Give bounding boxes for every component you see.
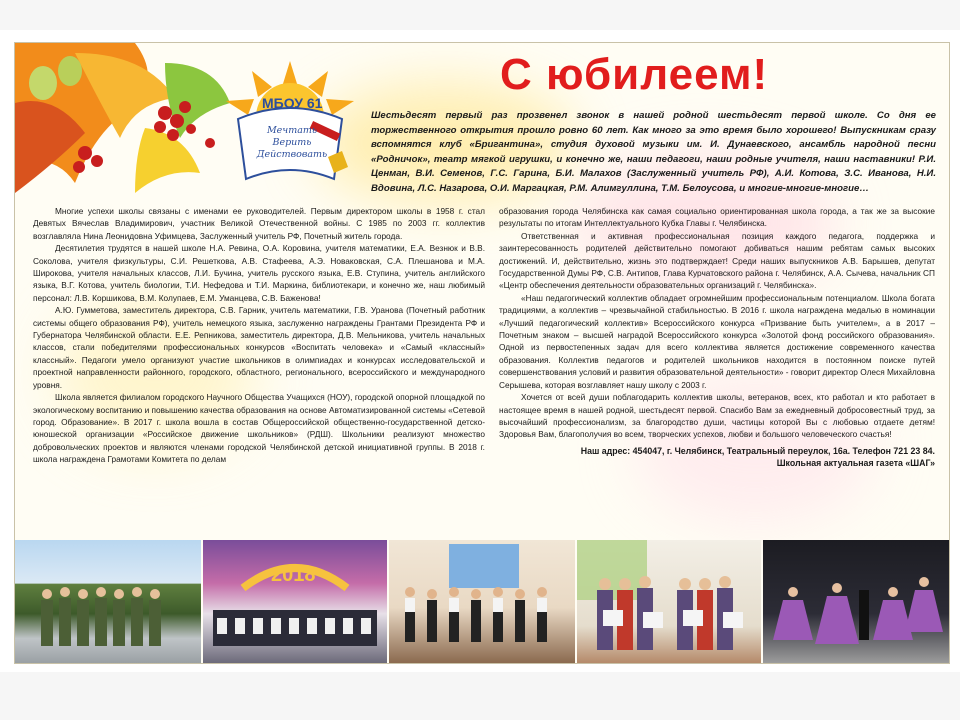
- article-paragraph: Школа является филиалом городского Научного Общества Учащихся (НОУ), городской опорной площадкой по экологическому воспитанию и повышению качества образования на основе Автоматизированной системы «Сетевой город. Образование». В 2017 г. школа вошла в состав Общероссийской общественно-государственной детско-юношеской организации «Российское движение школьников» (РДШ). Школьники реализуют множество добровольческих проектов и являются членами городской Челябинской детской инициативной группы. В 2018 г. школа награждена Грамотами Комитета по делам: [33, 392, 485, 465]
- article-paragraph: Десятилетия трудятся в нашей школе Н.А. Ревина, О.А. Коровина, учителя математики, Е.А. Везнюк и В.В. Соколова, учителя физкультуры, С.И. Решеткова, А.В. Стафеева, А.Э. Новаковская, С.А. Плешанова и М.А. Широкова, учителя начальных классов, Л.И. Бучина, учитель русского языка, Е.В. Ступина, учитель английского языка, В.Г. Котова, учитель биологии, Т.И. Нефедова и Т.И. Маркина, библиотекари, и конечно же, наш любимый персонал: Л.В. Коршикова, В.М. Колупаев, Е.М. Уманцева, С.В. Баженова!: [33, 243, 485, 303]
- headline: С юбилеем!: [500, 50, 769, 99]
- newspaper-name: Школьная актуальная газета «ШАГ»: [776, 458, 935, 469]
- logo-motto-line: Верить: [272, 137, 312, 148]
- article-column-left: [33, 205, 485, 466]
- logo-school-name: МБОУ 61: [262, 95, 323, 111]
- photo-dancers: [763, 540, 949, 663]
- school-address: Наш адрес: 454047, г. Челябинск, Театральный переулок, 16а. Телефон 721 23 84.: [580, 445, 935, 456]
- article-paragraph: образования города Челябинска как самая социально ориентированная школа города, а так же за высокие результаты по итогам Интеллектуального Кубка Главы г. Челябинска.: [499, 206, 935, 229]
- article-paragraph: Многие успехи школы связаны с именами ее руководителей. Первым директором школы в 1958 г. стал Девятых Вячеслав Владимирович, участник Великой Отечественной войны. С 1985 по 2003 гг. коллектив возглавляла Нина Леонидовна Уфимцева, Заслуженный учитель РФ, Почетный житель города.: [33, 206, 485, 241]
- logo-motto-line: Действовать: [256, 149, 328, 160]
- article-paragraph: Хочется от всей души поблагодарить коллектив школы, ветеранов, всех, кто работал и кто работает в настоящее время в нашей родной, шестьдесят первой. Спасибо Вам за ежедневный добросовестный труд, за высочайший профессионализм, за благородство души, частицы которой Вы с любовью отдаете детям! Здоровья Вам, благополучия во всем, творческих успехов, любви и большого человеческого счастья!: [499, 392, 935, 440]
- stage-banner-text: 2018: [271, 564, 316, 586]
- school-logo: [210, 57, 370, 197]
- logo-motto-line: Мечтать: [266, 125, 318, 136]
- lead-paragraph: Шестьдесят первый раз прозвенел звонок в нашей родной шестьдесят первой школе. Со дня ее торжественного открытия прошло ровно 60 лет. Как много за это время было хорошего! Выпускникам сразу вспомнятся клуб «Бригантина», студия духовой музыки им. И. Дунаевского, ансамбль народной песни «Родничок», театр мягкой игрушки, и конечно же, наши педагоги, наши родные учителя, наши наставники! Р.И. Ценман, В.И. Семенов, Г.С. Гарина, Б.И. Малахов (Заслуженный учитель РФ), А.И. Котова, З.С. Иванова, Н.И. Вдовина, Л.С. Назарова, О.И. Маргацкая, Р.М. Алимгуллина, Т.М. Белоусова, и многие-многие-многие…: [371, 110, 936, 194]
- stage-illustration: [203, 540, 387, 663]
- photo-teachers-awards: [577, 540, 761, 663]
- article-column-right: [499, 205, 935, 470]
- article-paragraph: А.Ю. Гумметова, заместитель директора, С.В. Гарник, учитель математики, Г.В. Уранова (Почетный работник системы общего образования РФ), учитель немецкого языка, заслуженно награждены Грантами Президента РФ и Губернатора Челябинской области. Е.Е. Репникова, заместитель директора, Д.В. Мельникова, учитель начальных классов, стали победителями профессиональных конкурсов «Воспитать человека» и «Самый «классный» классный». Педагоги умело организуют участие школьников в олимпиадах и конкурсах исследовательской и проектной направленности районного, городского, областного, регионального, всероссийского и международного уровня.: [33, 305, 485, 390]
- photo-strip: [15, 540, 949, 663]
- photo-stage-2018: [203, 540, 387, 663]
- autumn-leaves-illustration: [15, 43, 235, 203]
- bottom-strip: [0, 672, 960, 720]
- top-strip: [0, 0, 960, 30]
- article-paragraph: «Наш педагогический коллектив обладает огромнейшим профессиональным потенциалом. Школа богата традициями, а коллектив – чрезвычайной стабильностью. В 2016 г. школа награждена медалью в номинации «Лучший педагогический коллектив» Всероссийского конкурса «Призвание быть учителем», а в 2017 – Почетным знаком – высшей наградой Всероссийского конкурса «Золотой фонд российского образования». Одной из первостепенных задач для всего коллектива является достижение современного качества образования. Коллектив педагогов и родителей школьников находится в постоянном поиске путей совершенствования условий и развития образовательной деятельности» - говорит директор Олеся Михайловна Серышева, которая возглавляет нашу школу с 2003 г.: [499, 292, 935, 390]
- photo-musicians: [389, 540, 575, 663]
- article-paragraph: Ответственная и активная профессиональная позиция каждого педагога, поддержка и заинтересованность родителей действительно помогают добиваться нашим ребятам самых высоких достижений. И, действительно, жизнь это подтверждает! Среди наших выпускников А.В. Барышев, депутат Государственной Думы РФ, С.В. Антипов, Глава Курчатовского района г. Челябинск, А.А. Сычева, начальник СП «Центр обеспечения деятельности образовательных организаций г. Челябинска».: [499, 230, 935, 291]
- newspaper-page: [14, 42, 950, 664]
- photo-cadets: [15, 540, 201, 663]
